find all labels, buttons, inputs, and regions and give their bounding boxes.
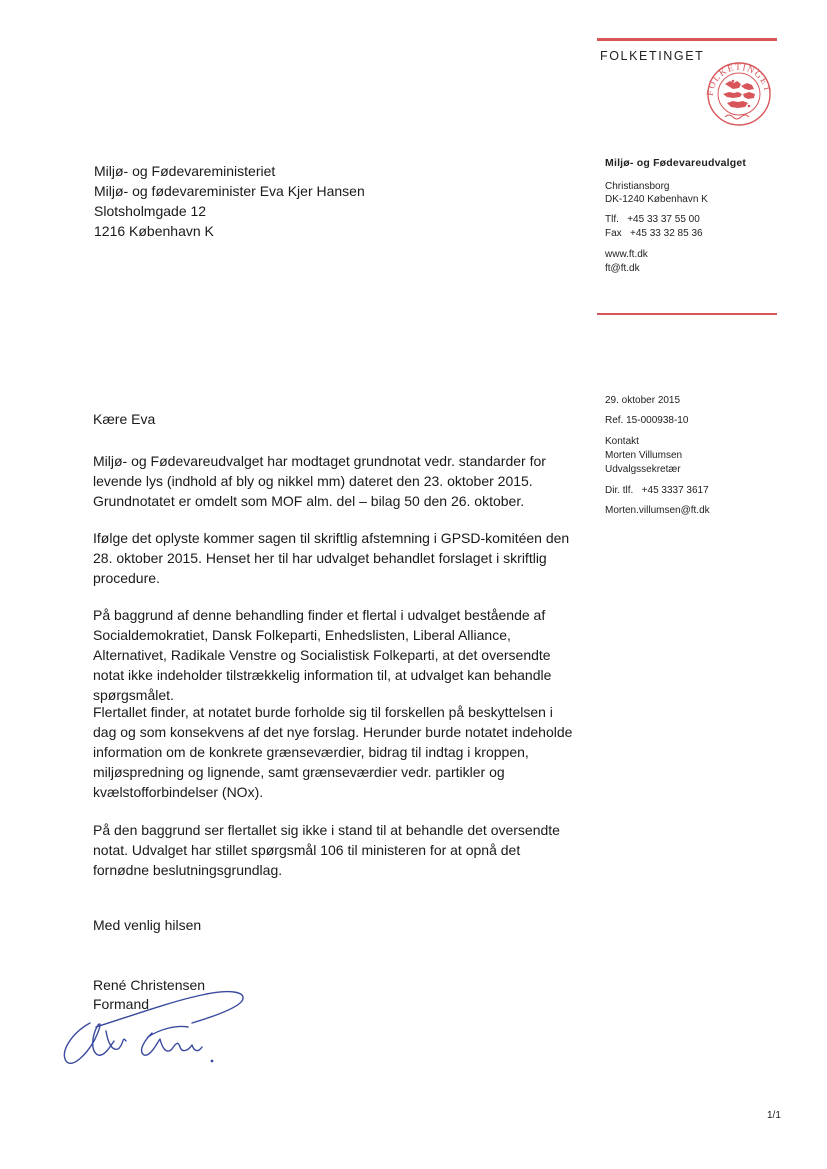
body-paragraph: Ifølge det oplyste kommer sagen til skriftlig afstemning i GPSD-komitéen den 28. oktober 2015. Henset her til har udvalget behandlet forslaget i skriftlig procedure. [93,530,570,586]
phone-line: Tlf. +45 33 37 55 00 [605,214,700,225]
recipient-line: Miljø- og fødevareminister Eva Kjer Hansen [94,183,365,199]
letter-date: 29. oktober 2015 [605,395,681,406]
signer-name: René Christensen [93,977,206,993]
svg-text:FOLKETINGET [706,63,772,97]
body-paragraph: På den baggrund ser flertallet sig ikke i stand til at behandle det oversendte notat. Udvalget har stillet spørgsmål 106 til ministeren for at opnå det fornødne beslutningsgrundlag. [93,822,560,878]
direct-phone: Dir. tlf. +45 3337 3617 [605,485,709,496]
website-link[interactable]: www.ft.dk [605,249,648,260]
recipient-address [94,161,365,241]
handwritten-signature [52,985,257,1070]
recipient-line: Slotsholmgade 12 [94,203,207,219]
recipient-line: 1216 København K [94,223,214,239]
page-number: 1/1 [767,1110,781,1121]
signer-title: Formand [93,996,150,1012]
contact-title: Udvalgssekretær [605,464,681,475]
recipient-line: Miljø- og Fødevareministeriet [94,163,276,179]
greeting: Kære Eva [93,411,156,427]
header-rule [597,38,777,41]
email-link[interactable]: ft@ft.dk [605,263,640,274]
reference-number: Ref. 15-000938-10 [605,415,689,426]
folketinget-seal-icon [703,60,775,126]
org-name: FOLKETINGET [600,49,705,63]
address-line: DK-1240 København K [605,194,708,205]
body-paragraph: Miljø- og Fødevareudvalget har modtaget grundnotat vedr. standarder for levende lys (indhold af bly og nikkel mm) dateret den 23. oktober 2015. Grundnotatet er omdelt som MOF alm. del – bilag 50 den 26. oktober. [93,453,546,509]
closing: Med venlig hilsen [93,917,202,933]
body-paragraph: Flertallet finder, at notatet burde forholde sig til forskellen på beskyttelsen i dag og som konsekvens af det nye forslag. Herunder burde notatet indeholde information om de konkrete grænseværdier, bidrag til indtag i kroppen, miljøspredning og lignende, samt grænseværdier vedr. partikler og kvælstofforbindelser (NOx). [93,704,573,800]
contact-label: Kontakt [605,436,639,447]
sidebar-rule [597,313,777,315]
contact-name: Morten Villumsen [605,450,683,461]
contact-email-link[interactable]: Morten.villumsen@ft.dk [605,505,710,516]
address-line: Christiansborg [605,181,670,192]
body-paragraph: På baggrund af denne behandling finder et flertal i udvalget bestående af Socialdemokratiet, Dansk Folkeparti, Enhedslisten, Liberal Alliance, Alternativet, Radikale Venstre og Socialistisk Folkeparti, at det oversendte notat ikke indeholder tilstrækkelig information til, at udvalget kan behandle spørgsmålet. [93,607,552,703]
committee-name: Miljø- og Fødevareudvalget [605,157,747,169]
fax-line: Fax +45 33 32 85 36 [605,228,703,239]
seal-text: FOLKETINGET [705,62,772,97]
